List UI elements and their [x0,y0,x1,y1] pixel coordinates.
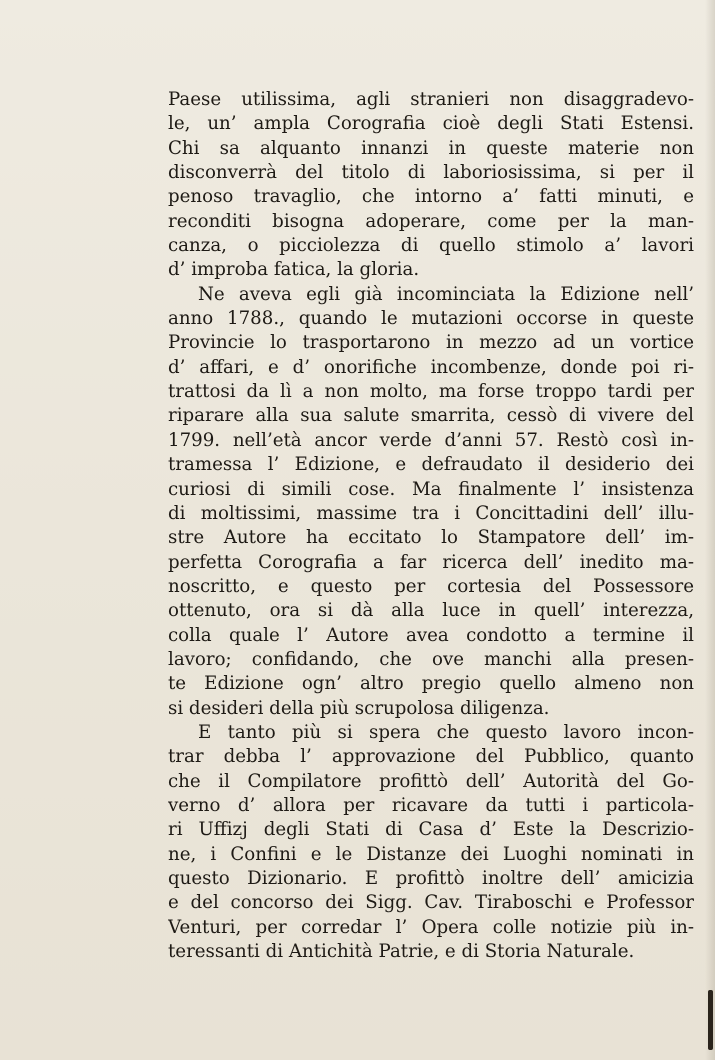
binding-mark [708,990,713,1050]
text-line: curiosi di simili cose. Ma finalmente l’ insistenza [168,478,694,500]
text-line: si desideri della più scrupolosa diligenza. [168,697,550,719]
text-line: Chi sa alquanto innanzi in queste materie non [168,137,694,159]
text-line: 1799. nell’età ancor verde d’anni 57. Restò così in- [168,429,694,451]
text-line: Venturi, per corredar l’ Opera colle notizie più in- [168,916,694,938]
text-line: anno 1788., quando le mutazioni occorse in queste [168,308,694,330]
text-line: perfetta Corografia a far ricerca dell’ inedito ma- [168,551,694,573]
text-line: che il Compilatore profittò dell’ Autorità del Go- [168,770,694,792]
text-line: tramessa l’ Edizione, e defraudato il desiderio dei [168,454,694,476]
text-line: questo Dizionario. E profittò inoltre dell’ amicizia [168,868,694,889]
text-line: teressanti di Antichità Patrie, e di Storia Naturale. [168,941,635,963]
text-line: lavoro; confidando, che ove manchi alla presen- [168,648,694,670]
page-edge-shadow [705,0,715,1060]
text-line: riparare alla sua salute smarrita, cessò di vivere del [168,405,694,427]
text-line: canza, o picciolezza di quello stimolo a’ lavori [168,235,694,257]
paragraph-start-line: E tanto più si spera che questo lavoro incon- [198,721,694,743]
text-line: ottenuto, ora si dà alla luce in quell’ interezza, [168,600,694,622]
text-line: colla quale l’ Autore avea condotto a termine il [168,624,694,646]
text-line: le, un’ ampla Corografia cioè degli Stati Estensi. [168,113,694,135]
text-line: d’ affari, e d’ onorifiche incombenze, donde poi ri- [168,356,694,378]
text-line: penoso travaglio, che intorno a’ fatti minuti, e [168,186,694,208]
text-line: disconverrà del titolo di laboriosissima, si per il [168,162,694,184]
text-line: ri Uffizj degli Stati di Casa d’ Este la Descrizio- [168,819,694,841]
text-line: ne, i Confini e le Distanze dei Luoghi nominati in [168,843,694,865]
text-line: trattosi da lì a non molto, ma forse troppo tardi per [168,381,694,403]
text-line: reconditi bisogna adoperare, come per la man- [168,210,694,232]
text-line: stre Autore ha eccitato lo Stampatore dell’ im- [168,527,694,549]
text-line: noscritto, e questo per cortesia del Possessore [168,575,694,597]
text-line: di moltissimi, massime tra i Concittadini dell’ illu- [168,502,694,524]
text-line: verno d’ allora per ricavare da tutti i particola- [168,794,694,816]
text-line: Provincie lo trasportarono in mezzo ad un vortice [168,332,694,354]
paragraph-start-line: Ne aveva egli già incominciata la Edizione nell’ [198,283,694,305]
text-line: d’ improba fatica, la gloria. [168,259,420,281]
text-line: te Edizione ogn’ altro pregio quello almeno non [168,673,694,695]
text-line: e del concorso dei Sigg. Cav. Tiraboschi e Professor [168,892,694,914]
text-line: Paese utilissima, agli stranieri non disaggradevo- [168,89,694,110]
text-line: trar debba l’ approvazione del Pubblico, quanto [168,746,694,768]
body-text [168,88,694,964]
